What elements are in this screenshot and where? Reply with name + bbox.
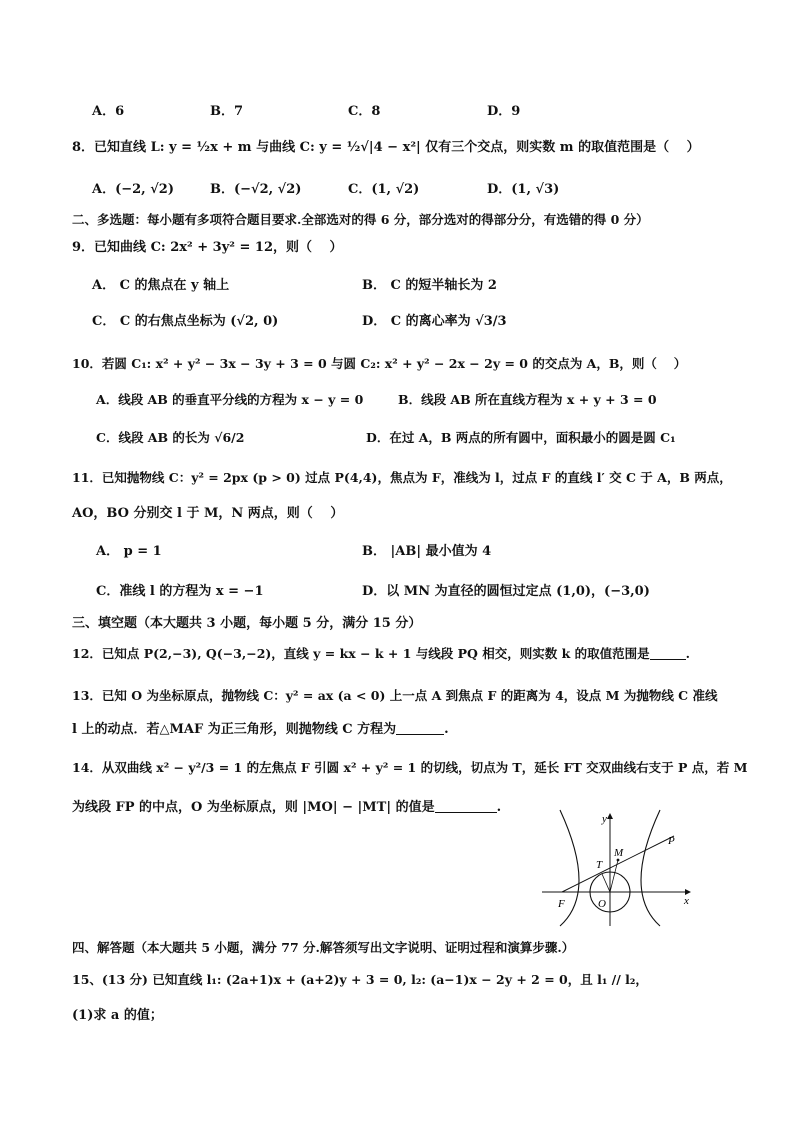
q9-option-d: D． C 的离心率为 √3/3 [362,314,507,329]
segment-to [602,874,610,892]
q14-line1: 14．从双曲线 x² − y²/3 = 1 的左焦点 F 引圆 x² + y² = 1 的切线，切点为 T，延长 FT 交双曲线右支于 P 点，若 M [72,760,748,775]
q11-option-b: B． |AB| 最小值为 4 [362,544,492,559]
q10-stem: 10．若圆 C₁: x² + y² − 3x − 3y + 3 = 0 与圆 C₂: x² + y² − 2x − 2y = 0 的交点为 A，B，则（ ） [72,356,687,371]
q11-stem-line1: 11．已知抛物线 C：y² = 2px (p > 0) 过点 P(4,4)，焦点为 F，准线为 l，过点 F 的直线 l′ 交 C 于 A，B 两点， [72,470,732,485]
label-f: F [558,898,565,910]
q15-stem: 15、(13 分) 已知直线 l₁: (2a+1)x + (a+2)y + 3 = 0, l₂: (a−1)x − 2y + 2 = 0，且 l₁ // l₂， [72,972,648,987]
q10-option-c: C．线段 AB 的长为 √6/2 [96,430,245,445]
label-p: P [668,835,675,847]
q14-end: . [496,800,502,815]
q14-line2: 为线段 FP 的中点，O 为坐标原点，则 |MO| − |MT| 的值是 [72,800,435,815]
q8-option-a: A．(−2, √2) [92,182,174,197]
q13-end: . [444,722,449,737]
point-m [617,859,620,862]
q9-stem: 9．已知曲线 C: 2x² + 3y² = 12，则（ ） [72,240,343,255]
q8-option-d: D．(1, √3) [487,182,560,197]
q9-option-a: A． C 的焦点在 y 轴上 [92,278,230,293]
tangent-line-fp [562,836,674,892]
q11-option-a: A． p = 1 [96,544,162,559]
section-4-heading: 四、解答题（本大题共 5 小题，满分 77 分.解答须写出文字说明、证明过程和演算步骤.） [72,940,575,955]
label-t: T [596,859,603,871]
label-m: M [614,847,624,859]
segment-mo [610,860,618,892]
q13-line2-wrap [72,720,449,740]
q9-option-b: B． C 的短半轴长为 2 [362,278,497,293]
q13-line2: l 上的动点．若△MAF 为正三角形，则抛物线 C 方程为 [72,722,397,737]
q10-option-a: A．线段 AB 的垂直平分线的方程为 x − y = 0 [96,392,364,407]
q12-answer-blank [650,659,686,660]
q11-option-d: D．以 MN 为直径的圆恒过定点 (1,0)，(−3,0) [362,584,650,599]
hyperbola-figure [540,808,700,928]
q13-answer-blank [396,734,444,735]
q14-answer-blank [435,812,497,813]
q11-stem-line2: AO，BO 分别交 l 于 M，N 两点，则（ ） [72,506,344,521]
section-2-heading: 二、多选题：每小题有多项符合题目要求.全部选对的得 6 分，部分选对的得部分分，有选错的得 0 分） [72,212,649,227]
label-y: y [602,813,607,825]
q14-line2-wrap [72,798,501,818]
q8-option-b: B．(−√2, √2) [210,182,302,197]
hyperbola-right-branch [641,810,660,926]
label-x: x [684,895,689,907]
q7-option-a: A．6 [92,104,125,119]
q8-stem: 8．已知直线 L: y = ½x + m 与曲线 C: y = ½√|4 − x²| 仅有三个交点，则实数 m 的取值范围是（ ） [72,140,700,155]
q7-option-b: B．7 [210,104,244,119]
q10-option-b: B．线段 AB 所在直线方程为 x + y + 3 = 0 [398,392,657,407]
q12-text: 12．已知点 P(2,−3), Q(−3,−2)，直线 y = kx − k + 1 与线段 PQ 相交，则实数 k 的取值范围是 [72,646,650,661]
q11-option-c: C．准线 l 的方程为 x = −1 [96,584,264,599]
section-3-heading: 三、填空题（本大题共 3 小题，每小题 5 分，满分 15 分） [72,616,422,631]
q10-option-d: D．在过 A，B 两点的所有圆中，面积最小的圆是圆 C₁ [366,430,676,445]
q12-line [72,644,690,664]
label-o: O [598,898,606,910]
q15-part1: (1)求 a 的值； [72,1008,163,1023]
q12-end: . [685,646,690,661]
q7-option-d: D．9 [487,104,521,119]
q7-option-c: C．8 [348,104,381,119]
q13-line1: 13．已知 O 为坐标原点，抛物线 C：y² = ax (a < 0) 上一点 A 到焦点 F 的距离为 4，设点 M 为抛物线 C 准线 [72,688,718,703]
q8-option-c: C．(1, √2) [348,182,420,197]
q9-option-c: C． C 的右焦点坐标为 (√2, 0) [92,314,279,329]
